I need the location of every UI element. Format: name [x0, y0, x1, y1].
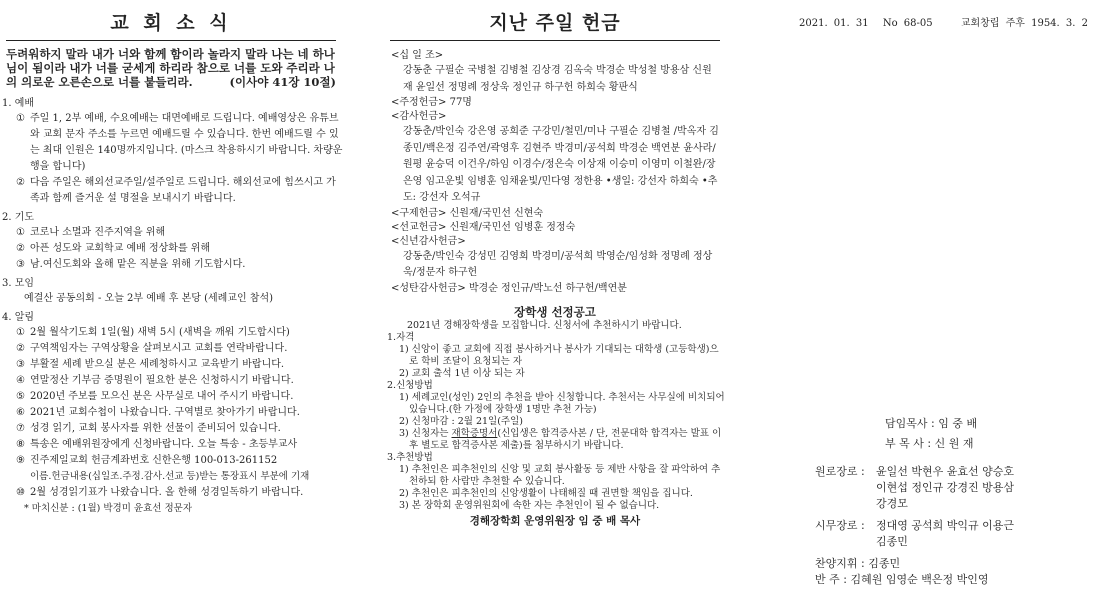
- staff-pastor: 담임목사 : 임 중 배: [885, 417, 978, 430]
- staff-active-elders-names: 김종민: [876, 535, 908, 548]
- scholarship-item: 2) 교회 출석 1년 이상 되는 자: [399, 367, 525, 379]
- list-item: ⑨ 진주제일교회 헌금계좌번호 신한은행 100-013-261152: [16, 455, 278, 466]
- offering-heading: <선교헌금> 신원재/국민선 임병훈 정정숙: [391, 221, 576, 233]
- offering-heading: <감사헌금>: [391, 111, 447, 122]
- verse-text: 두려워하지 말라 내가 너와 함께 함이라 놀라지 말라 나는 네 하나님이 됨이라 내가 너를 굳세게 하리라 참으로 너를 도와 주리라 나의 의로운 오른손으로 너를 붙들리라.: [6, 47, 335, 89]
- bulletin-issue: No 68-05: [882, 18, 933, 29]
- staff-elders-names: 강경모: [876, 497, 908, 510]
- list-item: ⑥ 2021년 교회수첩이 나왔습니다. 구역별로 찾아가기 바랍니다.: [16, 407, 300, 418]
- bulletin-date: 2021. 01. 31: [799, 18, 869, 29]
- list-item: ② 아픈 성도와 교회학교 예배 정상화를 위해: [16, 243, 211, 254]
- list-item: ④ 연말정산 기부금 증명원이 필요한 분은 신청하시기 바랍니다.: [16, 375, 294, 386]
- scholarship-heading: 1.자격: [387, 331, 415, 343]
- scripture-verse: [6, 47, 336, 89]
- notices-footer: * 마치신분 : (1월) 박경미 윤효선 정문자: [24, 503, 193, 514]
- offering-names: 강동춘/박인숙 강성민 김영희 박경미/공석희 박영순/임성화 정명례 정상욱/정문자 하구헌: [403, 250, 713, 278]
- offering-heading: <십 일 조>: [391, 50, 444, 61]
- offering-group: [385, 49, 725, 96]
- scholarship-item: 1) 추천인은 피추천인의 신앙 및 교회 봉사활동 등 제반 사항을 잘 파악하여 추천하되 한 사람만 추천할 수 있습니다.: [399, 463, 721, 487]
- verse-reference: (이사야 41장 10절): [229, 75, 336, 89]
- church-founding: 교회창립 주후 1954. 3. 2: [960, 18, 1088, 29]
- offering-names: 강동춘 구필순 국병철 김병철 김상경 김옥숙 박경순 박성철 방용삼 신원재 윤일선 정명례 정상욱 정인규 하구헌 하희숙 황판식: [403, 65, 712, 93]
- section-heading: 3. 모임: [2, 278, 35, 289]
- scholarship-item: 2) 추천인은 피추천인의 신앙생활이 나태해질 때 권면할 책임을 집니다.: [399, 487, 693, 499]
- scholarship-title: 장학생 선정공고: [514, 304, 596, 319]
- list-item: ⑧ 특송은 예배위원장에게 신청바랍니다. 오늘 특송 - 초등부교사: [16, 439, 298, 450]
- staff-elders-names: 윤일선 박현우 윤효선 양승호: [876, 465, 1015, 478]
- staff-elders-label: 원로장로 :: [815, 465, 865, 478]
- offering-list: [385, 49, 725, 296]
- offering-group: [385, 96, 725, 110]
- section-heading: 2. 기도: [2, 212, 35, 223]
- church-news-title: 교 회 소 식: [6, 8, 336, 41]
- offering-group: [385, 221, 725, 235]
- scholarship-signature: 경해장학회 운영위원장 임 중 배 목사: [469, 514, 641, 527]
- meeting-text: 예결산 공동의회 - 오늘 2부 예배 후 본당 (세례교인 참석): [24, 293, 274, 304]
- scholarship-item: 3) 본 장학회 운영위원회에 속한 자는 추천인이 될 수 없습니다.: [399, 499, 660, 511]
- offering-heading: <신년감사헌금>: [391, 235, 466, 247]
- offering-group: [385, 207, 725, 221]
- staff-associate-pastor: 부 목 사 : 신 원 재: [885, 437, 974, 450]
- list-item: ⑦ 성경 읽기, 교회 봉사자를 위한 선물이 준비되어 있습니다.: [16, 423, 281, 434]
- section-heading: 1. 예배: [2, 98, 35, 109]
- offering-heading: <성탄감사헌금> 박경순 정인규/박노선 하구헌/백연분: [391, 282, 627, 294]
- section-heading: 4. 알림: [2, 312, 35, 323]
- scholarship-item: 2) 신청마감 : 2월 21일(주일): [399, 415, 523, 427]
- underlined-term: 재학증명서: [451, 427, 498, 439]
- scholarship-item: 3) 신청자는 재학증명서(신입생은 합격증사본 / 단, 전문대학 합격자는 발표 이후 별도로 합격증사본 제출)를 첨부하시기 바랍니다.: [399, 427, 722, 451]
- church-news-column: [0, 0, 345, 517]
- worship-section: [2, 97, 345, 207]
- offering-title: 지난 주일 헌금: [390, 8, 720, 41]
- info-column: [745, 0, 1104, 586]
- scholarship-intro: 2021년 경해장학생을 모집합니다. 신청서에 추천하시기 바랍니다.: [407, 319, 682, 331]
- list-item: 이름.헌금내용(십일조.주정.감사.선교 등)받는 통장표시 부분에 기재: [30, 471, 310, 482]
- scholarship-heading: 2.신청방법: [387, 379, 433, 391]
- offering-group: [385, 282, 725, 296]
- offering-names: 강동춘/박인숙 강은영 공희준 구강민/철민/미나 구필순 김병철 /박옥자 김종민/백은정 김주연/곽영후 김현주 박경미/공석희 박경순 백연분 윤사라/원평 윤승덕 이건우/하임 이경수/정은숙 이상재 이승미 이영미 이철완/장은영 임고운빛 임병훈 임채윤빛/민다영 정한용 •생일: 강선자 하희숙 •추도: 강선자 오석규: [403, 126, 719, 203]
- staff-choir-director: 찬양지휘 : 김종민: [815, 557, 901, 570]
- notices-section: [2, 311, 345, 517]
- staff-active-elders-label: 시무장로 :: [815, 519, 865, 532]
- list-item: ① 주일 1, 2부 예배, 수요예배는 대면예배로 드립니다. 예배영상은 유튜브와 교회 문자 주소를 누르면 예배드릴 수 있습니다. 한번 예배드릴 수 있는 최대 인원은 140명까지입니다. (마스크 착용하시기 바랍니다. 차량운행을 합니다): [16, 113, 343, 172]
- staff-accompanist: 반 주 : 김혜원 임영순 백은정 박인영: [815, 573, 989, 586]
- list-item: ③ 남.여신도회와 올해 맡은 직분을 위해 기도합시다.: [16, 259, 246, 270]
- offering-group: [385, 235, 725, 282]
- list-item: ① 2월 월삭기도회 1일(월) 새벽 5시 (새벽을 깨워 기도합시다): [16, 327, 290, 338]
- bulletin-header: [799, 14, 1104, 29]
- meeting-section: [2, 277, 345, 307]
- scholarship-item: 1) 세례교인(성인) 2인의 추천을 받아 신청합니다. 추천서는 사무실에 비치되어 있습니다.(한 가정에 장학생 1명만 추천 가능): [399, 391, 725, 415]
- list-item: ② 다음 주일은 해외선교주일/설주일로 드립니다. 해외선교에 힘쓰시고 가족과 함께 즐거운 설 명절을 보내시기 바랍니다.: [16, 177, 336, 204]
- list-item: ⑩ 2월 성경읽기표가 나왔습니다. 올 한해 성경일독하기 바랍니다.: [16, 487, 304, 498]
- offering-heading: <주정헌금> 77명: [391, 97, 472, 108]
- staff-elders-names: 이현섭 정인규 강경진 방용삼: [876, 481, 1015, 494]
- scholarship-notice: [385, 304, 725, 528]
- offering-group: [385, 110, 725, 207]
- list-item: ⑤ 2020년 주보를 모으신 분은 사무실로 내어 주시기 바랍니다.: [16, 391, 294, 402]
- staff-active-elders-names: 정대영 공석희 박익규 이용근: [876, 519, 1015, 532]
- scholarship-item: 1) 신앙이 좋고 교회에 직접 봉사하거나 봉사가 기대되는 대학생 (고등학생)으로 학비 조달이 요청되는 자: [399, 343, 719, 367]
- list-item: ② 구역책임자는 구역상황을 살펴보시고 교회를 연락바랍니다.: [16, 343, 288, 354]
- scholarship-heading: 3.추천방법: [387, 451, 433, 463]
- offering-heading: <구제헌금> 신원재/국민선 신현숙: [391, 207, 544, 219]
- prayer-section: [2, 211, 345, 273]
- offering-column: [385, 0, 725, 528]
- list-item: ① 코로나 소멸과 진주지역을 위해: [16, 227, 166, 238]
- list-item: ③ 부활절 세례 받으실 분은 세례청하시고 교육받기 바랍니다.: [16, 359, 285, 370]
